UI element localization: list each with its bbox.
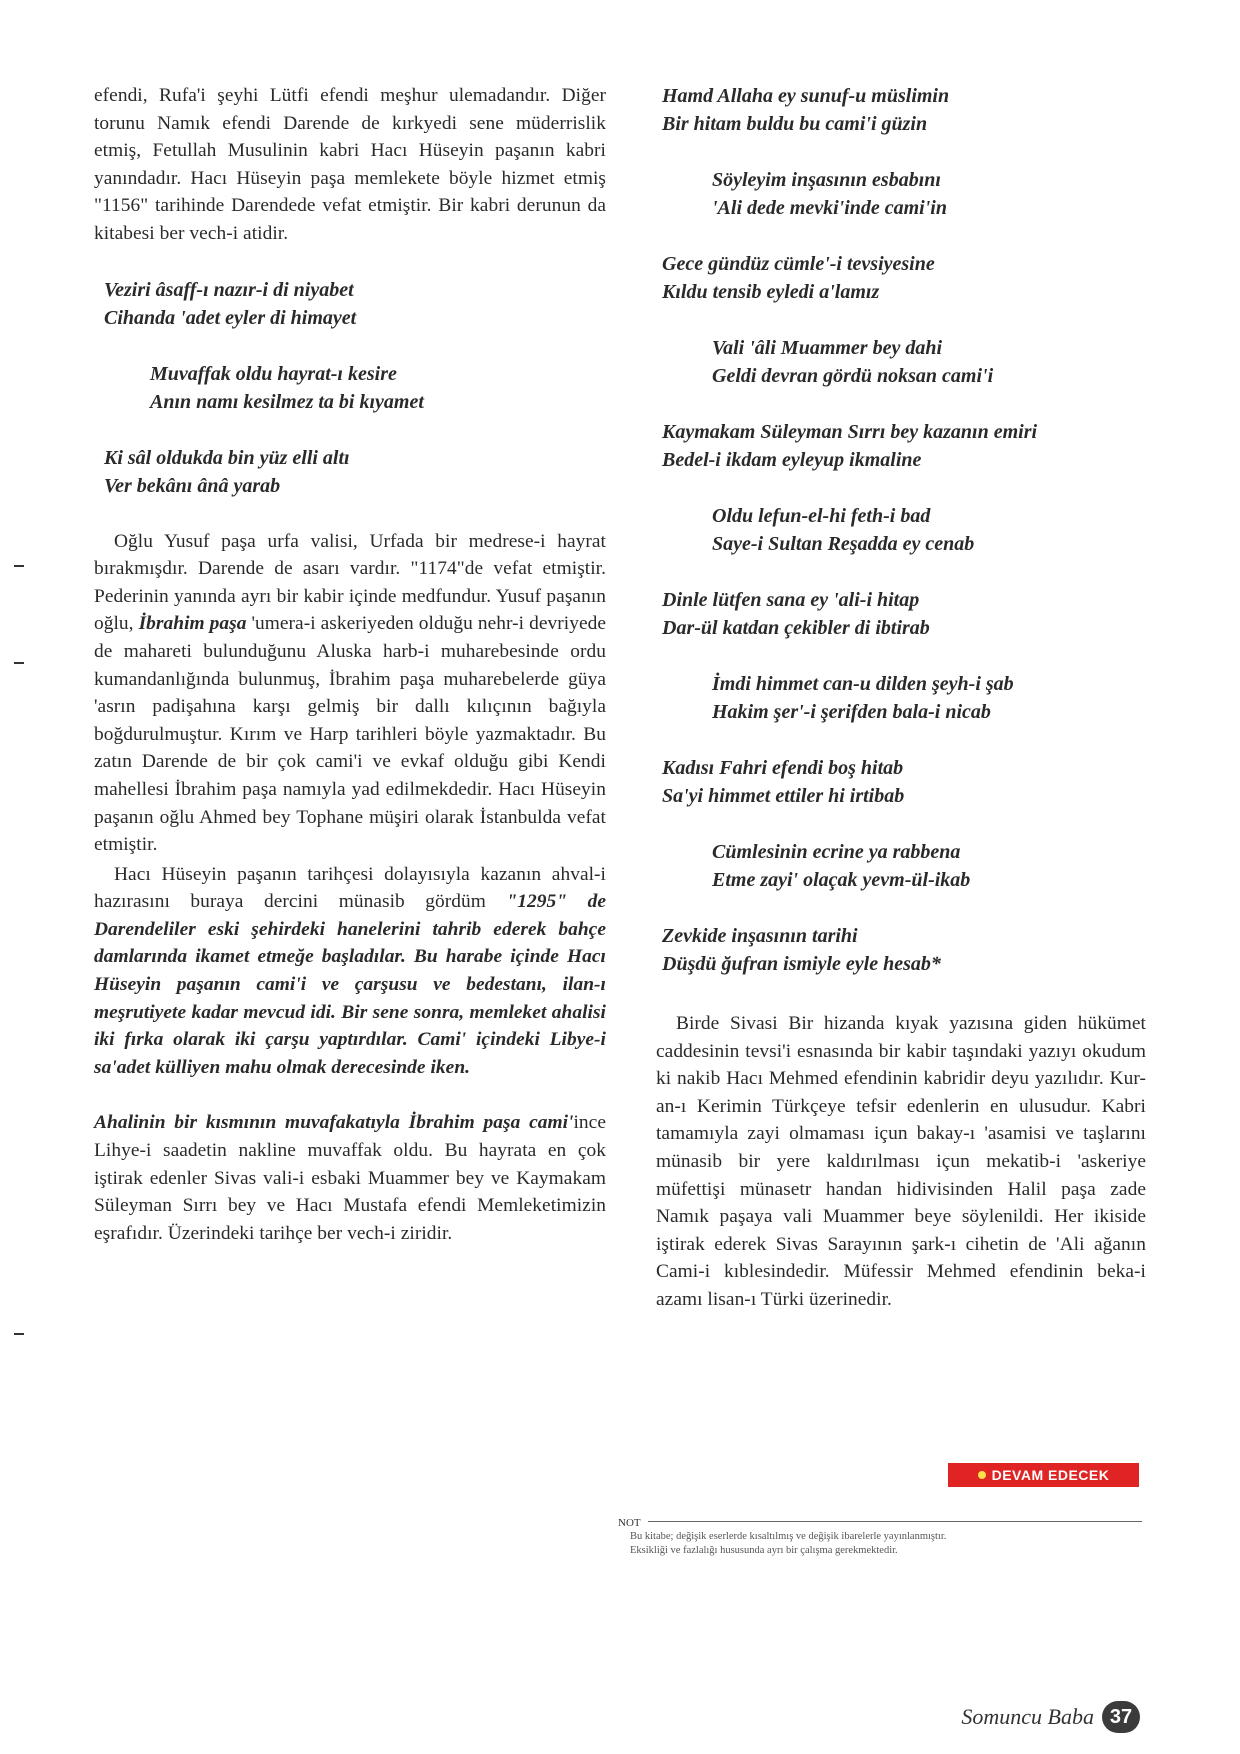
verse-block-3 [104,444,606,500]
magazine-name: Somuncu Baba [961,1704,1094,1729]
verse-line: 'Ali dede mevki'inde cami'in [712,197,947,219]
note-label: NOT [618,1517,641,1529]
verse-line: Dar-ül katdan çekibler di ibtirab [662,617,930,639]
verse-line: Düşdü ğufran ismiyle eyle hesab* [662,953,941,975]
verse-block-r2 [712,166,1146,222]
verse-line: Kıldu tensib eyledi a'lamız [662,281,880,303]
verse-line: Hamd Allaha ey sunuf-u müslimin [662,85,950,107]
verse-line: Cümlesinin ecrine ya rabbena [712,841,961,863]
verse-block-2 [150,360,606,416]
verse-block-r10 [712,838,1146,894]
verse-line: Muvaffak oldu hayrat-ı kesire [150,362,397,385]
verse-line: Ki sâl oldukda bin yüz elli altı [104,446,350,469]
verse-line: Oldu lefun-el-hi feth-i bad [712,505,931,527]
verse-line: Söyleyim inşasının esbabını [712,169,941,191]
left-column [94,82,606,1249]
verse-block-r11 [662,922,1146,978]
verse-line: Dinle lütfen sana ey 'ali-i hitap [662,589,920,611]
paragraph-kaza-ahval: Hacı Hüseyin paşanın tarihçesi dolayısıyla kazanın ahval-i hazırasını buraya dercini münasib gördüm "1295" de Darendeliler eski şehirdeki hanelerini tahrib ederek bahçe damlarında ikamet etmeğe başladılar. Bu harabe içinde Hacı Hüseyin paşanın cami'i ve çarşusu ve bedestanı, ilan-ı meşrutiyete kadar mevcud idi. Bir sene sonra, memleket ahalisi iki fırka olarak iki çarşu yaptırdılar. Cami' içindeki Libye-i sa'adet külliyen mahu olmak derecesinde iken. [94,863,606,1078]
paragraph-yusuf-pasa: Oğlu Yusuf paşa urfa valisi, Urfada bir medrese-i hayrat bırakmışdır. Darende de asarı vardır. "1174"de vefat etmiştir. Pederinin yanında ayrı bir kabir içinde medfundur. Yusuf paşanın oğlu, İbrahim paşa 'umera-i askeriyeden olduğu nehr-i devriyede de mahareti bulunduğunu Aluska harb-i muharebesinde ordu kumandanlığında bulunmuş, İbrahim paşa muharebelerde güya 'asrın padişahına karşı gelmiş bir dallı kılıçının bağıyla boğdurulmuştur. Kırım ve Harp tarihleri böyle yazmaktadır. Bu zatın Darende de bir çok cami'i ve evkaf olduğu gibi Kendi mahellesi İbrahim paşa namıyla yad edilmekdedir. Hacı Hüseyin paşanın oğlu Ahmed bey Tophane müşiri olarak İstanbulda vefat etmiştir. [94,530,606,856]
verse-line: Bedel-i ikdam eyleyup ikmaline [662,449,922,471]
continued-label: DEVAM EDECEK [991,1467,1110,1483]
paragraph-sivas-kabir: Birde Sivasi Bir hizanda kıyak yazısına giden hükümet caddesinin tevsi'i esnasında bir kabir taşındaki yazıyı okudum ki nakib Hacı Mehmed efendinin kabridir deyu yazılıdır. Kur-an-ı Kerimin Türkçeye tefsir edenlerin en ulusudur. Kabri tamamıyla zayi olmaması içun bakay-ı 'asamisi ve taşlarını münasib bir yere kaldırılması içun mekatib-i 'askeriye müfettişi münasetr handan hidivisinden Halil paşa zade Namık paşaya vali Muammer beye söylenildi. Her ikiside iştirak ederek Sivas Sarayının şark-ı cihetin de 'Ali ağanın Cami-i kıblesindedir. Müfessir Mehmed efendinin beka-i azamı lisan-ı Türki üzerinedir. [656,1013,1146,1310]
verse-line: Kadısı Fahri efendi boş hitab [662,757,904,779]
verse-line: İmdi himmet can-u dilden şeyh-i şab [712,673,1014,695]
verse-line: Ver bekânı ânâ yarab [104,474,281,497]
margin-mark [14,662,24,664]
verse-line: Veziri âsaff-ı nazır-i di niyabet [104,278,354,301]
verse-block-r8 [712,670,1146,726]
verse-block-r5 [662,418,1146,474]
page-number-badge: 37 [1102,1701,1140,1733]
continued-badge [948,1463,1139,1487]
verse-block-r1 [662,82,1146,138]
footnote-header [618,1513,1142,1531]
verse-block-r3 [662,250,1146,306]
verse-line: Saye-i Sultan Reşadda ey cenab [712,533,975,555]
verse-block-1 [104,276,606,332]
verse-line: Sa'yi himmet ettiler hi irtibab [662,785,905,807]
verse-block-r4 [712,334,1146,390]
footnote-text [630,1530,1140,1558]
paragraph-ahalinin: Ahalinin bir kısmının muvafakatıyla İbrahim paşa cami'ince Lihye-i saadetin nakline muvaffak oldu. Bu hayrata en çok iştirak edenler Sivas vali-i esbaki Muammer bey ve Kaymakam Süleyman Sırrı bey ve Hacı Mustafa efendi Memleketimizin eşrafıdır. Üzerindeki tarihçe ber vech-i ziridir. [94,1112,606,1244]
footnote-line: Eksikliği ve fazlalığı hususunda ayrı bir çalışma gerekmektedir. [630,1545,898,1556]
verse-line: Vali 'âli Muammer bey dahi [712,337,943,359]
verse-line: Kaymakam Süleyman Sırrı bey kazanın emiri [662,421,1038,443]
paragraph-intro: efendi, Rufa'i şeyhi Lütfi efendi meşhur ulemadandır. Diğer torunu Namık efendi Darende de kırkyedi sene müderrislik etmiş, Fetullah Musulinin kabri Hacı Hüseyin paşanın kabri yanındadır. Hacı Hüseyin paşa memlekete böyle hizmet etmiş "1156" tarihinde Darendede vefat etmiştir. Bir kabri derunun da kitabesi ber vech-i atidir. [94,85,606,244]
margin-mark [14,565,24,567]
verse-line: Etme zayi' olaçak yevm-ül-ikab [712,869,971,891]
verse-line: Hakim şer'-i şerifden bala-i nicab [712,701,991,723]
emphasis-1295-history: "1295" de Darendeliler eski şehirdeki hanelerini tahrib ederek bahçe damlarında ikamet etmeğe başladılar. Bu harabe içinde Hacı Hüseyin paşanın cami'i ve çarşusu ve bedestanı, ilan-ı meşrutiyete kadar mevcud idi. Bir sene sonra, memleket ahalisi iki fırka olarak iki çarşu yaptırdılar. Cami' içindeki Libye-i sa'adet külliyen mahu olmak derecesinde iken. [94,891,606,1078]
emphasis-ibrahim-pasa: İbrahim paşa [138,613,247,635]
verse-block-r6 [712,502,1146,558]
verse-line: Gece gündüz cümle'-i tevsiyesine [662,253,935,275]
verse-block-r9 [662,754,1146,810]
emphasis-ahalinin: Ahalinin bir kısmının muvafakatıyla İbrahim paşa cami' [94,1112,574,1134]
margin-mark [14,1333,24,1335]
verse-line: Cihanda 'adet eyler di himayet [104,306,357,329]
footnote-line: Bu kitabe; değişik eserlerde kısaltılmış ve değişik ibarelerle yayınlanmıştır. [630,1531,947,1542]
footnote-divider [648,1521,1142,1522]
verse-line: Bir hitam buldu bu cami'i güzin [662,113,928,135]
bullet-icon [978,1471,986,1479]
right-column [656,82,1146,1316]
verse-line: Anın namı kesilmez ta bi kıyamet [150,390,424,413]
verse-line: Zevkide inşasının tarihi [662,925,858,947]
verse-line: Geldi devran gördü noksan cami'i [712,365,994,387]
verse-block-r7 [662,586,1146,642]
page-footer [961,1701,1140,1733]
